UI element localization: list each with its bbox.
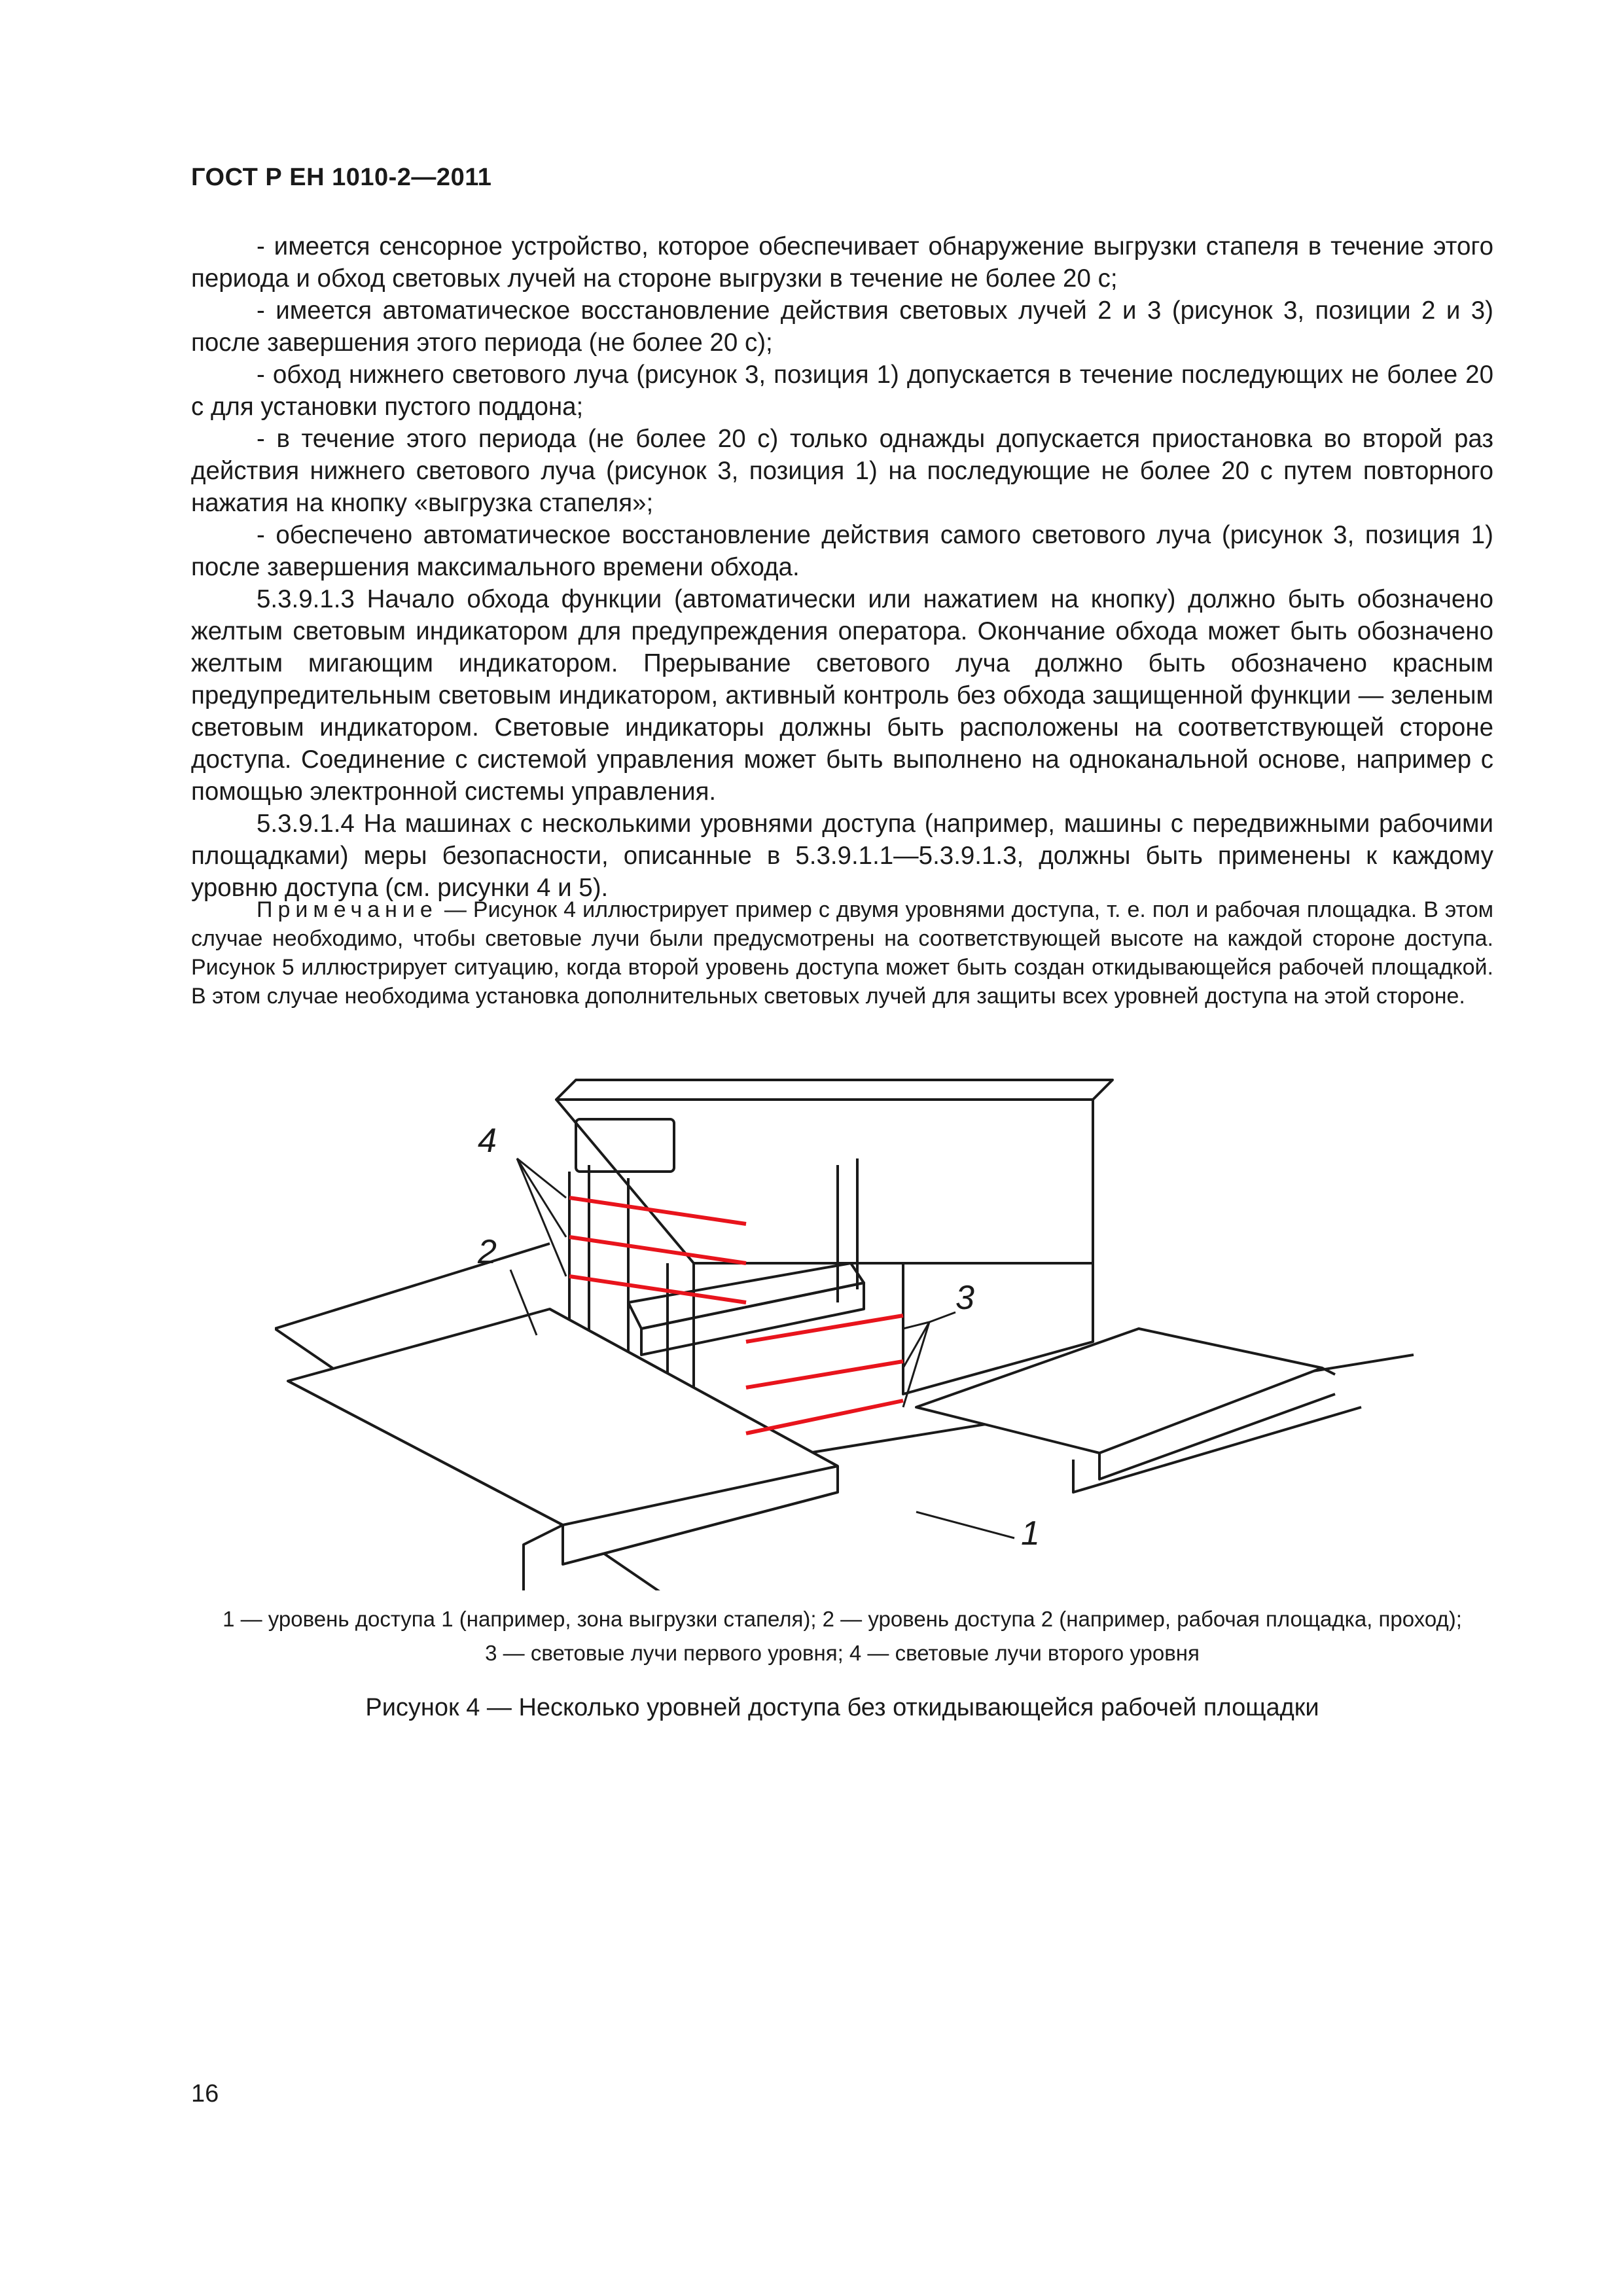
label-2: 2 (478, 1233, 497, 1271)
label-4: 4 (478, 1122, 497, 1160)
body-text (191, 230, 1493, 904)
label-1: 1 (1021, 1515, 1040, 1552)
beam-level1-lower (746, 1401, 903, 1433)
figure-linework (275, 1080, 1414, 1590)
paragraph: - обход нижнего светового луча (рисунок 3, позиция 1) допускается в течение последующих не более 20 с для установки пустого поддона; (191, 361, 1493, 421)
figure-4 (275, 1067, 1427, 1590)
note-label: Примечание (257, 897, 438, 922)
page-number: 16 (191, 2080, 219, 2108)
figure-legend (191, 1602, 1493, 1670)
paragraph: - обеспечено автоматическое восстановление действия самого светового луча (рисунок 3, позиция 1) после завершения максимального времени обхода. (191, 521, 1493, 581)
note-text: — Рисунок 4 иллюстрирует пример с двумя уровнями доступа, т. е. пол и рабочая площадка. В этом случае необходимо, чтобы световые лучи были предусмотрены на соответствующей высоте на каждой стороне доступа. Рисунок 5 иллюстрирует ситуацию, когда второй уровень доступа может быть создан откидывающейся рабочей площадкой. В этом случае необходима установка дополнительных световых лучей для защиты всех уровней доступа на этой стороне. (191, 897, 1493, 1009)
paragraph: - в течение этого периода (не более 20 с) только однажды допускается приостановка во второй раз действия нижнего светового луча (рисунок 3, позиция 1) на последующие не более 20 с путем повторного нажатия на кнопку «выгрузка стапеля»; (191, 425, 1493, 517)
legend-line: 1 — уровень доступа 1 (например, зона выгрузки стапеля); 2 — уровень доступа 2 (например, рабочая площадка, проход); (223, 1607, 1462, 1631)
paragraph: 5.3.9.1.3 Начало обхода функции (автоматически или нажатием на кнопку) должно быть обозначено желтым световым индикатором для предупреждения оператора. Окончание обхода может быть обозначено желтым мигающим индикатором. Прерывание светового луча должно быть обозначено красным предупредительным световым индикатором, активный контроль без обхода защищенной функции — зеленым световым индикатором. Световые индикаторы должны быть расположены на соответствующей стороне доступа. Соединение с системой управления может быть выполнено на одноканальной основе, например с помощью электронной системы управления. (191, 585, 1493, 806)
label-3: 3 (955, 1279, 974, 1317)
note-block (191, 895, 1493, 1011)
legend-line: 3 — световые лучи первого уровня; 4 — световые лучи второго уровня (485, 1641, 1200, 1665)
figure-caption: Рисунок 4 — Несколько уровней доступа без откидывающейся рабочей площадки (365, 1694, 1319, 1721)
figure-drawing (275, 1067, 1427, 1590)
paragraph: - имеется автоматическое восстановление действия световых лучей 2 и 3 (рисунок 3, позиции 2 и 3) после завершения этого периода (не более 20 с); (191, 296, 1493, 357)
document-header: ГОСТ Р ЕН 1010-2—2011 (191, 164, 492, 191)
paragraph: - имеется сенсорное устройство, которое обеспечивает обнаружение выгрузки стапеля в течение этого периода и обход световых лучей на стороне выгрузки в течение не более 20 с; (191, 232, 1493, 293)
note-paragraph (191, 895, 1493, 1011)
paragraph: 5.3.9.1.4 На машинах с несколькими уровнями доступа (например, машины с передвижными рабочими площадками) меры безопасности, описанные в 5.3.9.1.1—5.3.9.1.3, должны быть применены к каждому уровню доступа (см. рисунки 4 и 5). (191, 810, 1493, 902)
beam-level1-middle (746, 1361, 903, 1388)
